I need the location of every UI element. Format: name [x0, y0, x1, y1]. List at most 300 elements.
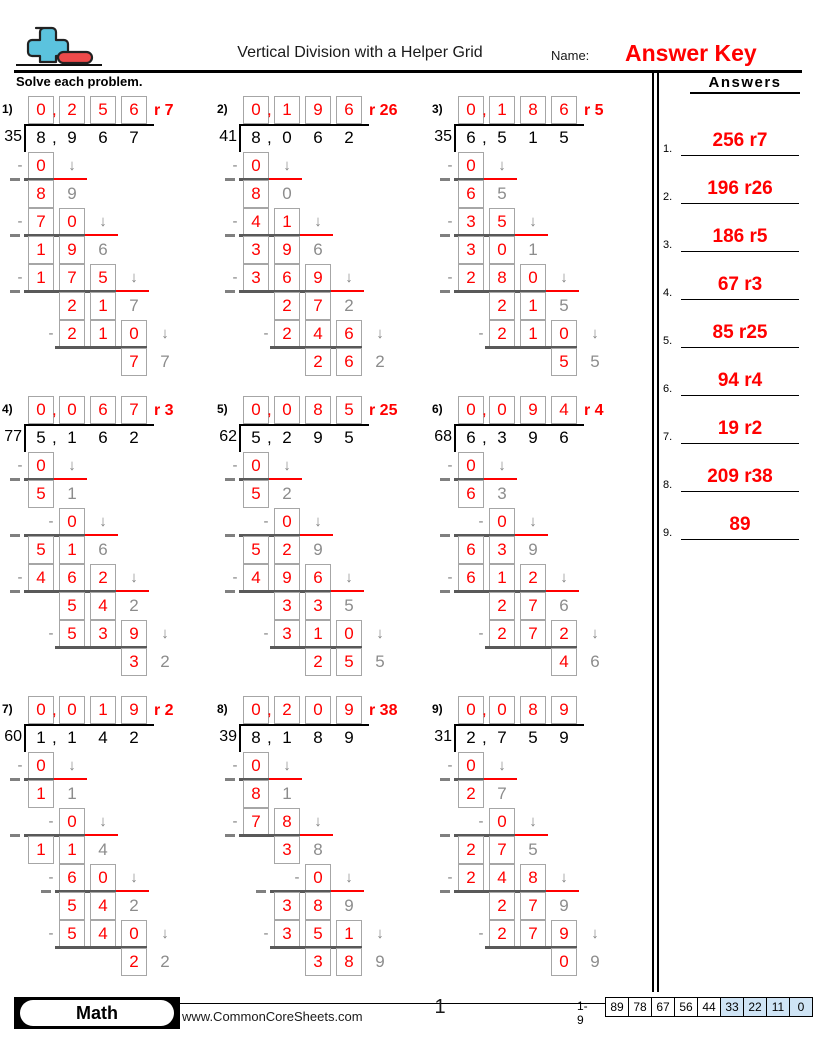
- bring-down-arrow: ↓: [376, 925, 384, 942]
- dividend-digit: 2: [466, 728, 476, 747]
- subtrahend-cell: 5: [90, 264, 116, 292]
- quotient-cell: 0: [489, 396, 515, 424]
- subtrahend-cell: 3: [274, 920, 300, 948]
- quotient-cell: 0: [458, 96, 484, 124]
- quotient-remainder: r 38: [369, 702, 398, 719]
- answer-number: 8.: [663, 479, 673, 491]
- score-box: 22: [743, 997, 767, 1017]
- difference-cell: 1: [28, 836, 54, 864]
- difference-cell: 7: [121, 348, 147, 376]
- minus-sign: -: [232, 569, 238, 586]
- answer-row: [663, 400, 799, 444]
- bring-down-arrow: ↓: [345, 869, 353, 886]
- answer-line: [681, 443, 799, 444]
- difference-cell: 2: [489, 592, 515, 620]
- minus-sign: -: [48, 325, 54, 342]
- dividend-digit: 9: [344, 728, 354, 747]
- quotient-cell: 0: [28, 96, 54, 124]
- difference-cell: 7: [520, 892, 546, 920]
- quotient-cell: 8: [520, 696, 546, 724]
- subtrahend-cell: 2: [59, 320, 85, 348]
- quotient-cell: 6: [121, 96, 147, 124]
- equals-dash: [10, 778, 20, 781]
- subtrahend-cell: 2: [274, 320, 300, 348]
- quotient-cell: 5: [90, 96, 116, 124]
- subtrahend-cell: 4: [243, 564, 269, 592]
- brought-down-digit: 7: [160, 352, 170, 371]
- bring-down-arrow: ↓: [161, 325, 169, 342]
- dividend-digit: 1: [528, 128, 538, 147]
- subtrahend-cell: 5: [59, 920, 85, 948]
- subtrahend-cell: 1: [90, 320, 116, 348]
- bring-down-arrow: ↓: [345, 269, 353, 286]
- brought-down-digit: 2: [375, 352, 385, 371]
- subtrahend-cell: 6: [59, 864, 85, 892]
- subtrahend-cell: 7: [28, 208, 54, 236]
- bring-down-arrow: ↓: [130, 269, 138, 286]
- difference-cell: 6: [458, 480, 484, 508]
- difference-cell: 9: [59, 236, 85, 264]
- answer-line: [681, 539, 799, 540]
- answer-number: 3.: [663, 239, 673, 251]
- difference-cell: 2: [458, 780, 484, 808]
- problem-number: 8): [217, 702, 228, 716]
- equals-dash: [440, 178, 450, 181]
- subtrahend-cell: 8: [274, 808, 300, 836]
- difference-cell: 3: [274, 836, 300, 864]
- subtrahend-cell: 2: [458, 264, 484, 292]
- minus-sign: -: [17, 757, 23, 774]
- difference-cell: 0: [489, 236, 515, 264]
- subtrahend-cell: 5: [305, 920, 331, 948]
- quotient-cell: 0: [28, 396, 54, 424]
- subtrahend-cell: 9: [305, 264, 331, 292]
- subtrahend-cell: 1: [305, 620, 331, 648]
- difference-cell: 2: [59, 292, 85, 320]
- page-footer: [0, 992, 816, 1056]
- difference-cell: 2: [489, 892, 515, 920]
- dividend-digit: 7: [129, 128, 139, 147]
- minus-sign: -: [48, 869, 54, 886]
- minus-sign: -: [17, 213, 23, 230]
- answer-row: [663, 448, 799, 492]
- subtrahend-cell: 2: [551, 620, 577, 648]
- quotient-cell: 6: [90, 396, 116, 424]
- dividend-digit: 4: [98, 728, 108, 747]
- quotient-remainder: r 26: [369, 102, 398, 119]
- header-divider: [14, 70, 802, 73]
- subtrahend-cell: 7: [520, 920, 546, 948]
- bring-down-arrow: ↓: [161, 625, 169, 642]
- brought-down-digit: 5: [375, 652, 385, 671]
- dividend-comma: ,: [52, 728, 57, 747]
- bring-down-arrow: ↓: [283, 757, 291, 774]
- difference-cell: 8: [336, 948, 362, 976]
- minus-sign: -: [478, 925, 484, 942]
- quotient-remainder: r 3: [154, 402, 174, 419]
- answer-line: [681, 491, 799, 492]
- equals-dash: [256, 890, 266, 893]
- divisor: 77: [4, 428, 22, 445]
- quotient-comma: ,: [52, 400, 57, 419]
- problem-number: 4): [2, 402, 13, 416]
- minus-sign: -: [232, 457, 238, 474]
- difference-cell: 3: [243, 236, 269, 264]
- equals-dash: [225, 478, 235, 481]
- minus-sign: -: [478, 325, 484, 342]
- brought-down-digit: 1: [282, 784, 292, 803]
- answer-key-label: Answer Key: [625, 40, 757, 66]
- quotient-cell: 8: [305, 396, 331, 424]
- quotient-cell: 0: [59, 396, 85, 424]
- score-box: 0: [789, 997, 813, 1017]
- subtrahend-cell: 0: [59, 208, 85, 236]
- quotient-cell: 9: [336, 696, 362, 724]
- difference-cell: 2: [305, 648, 331, 676]
- subtrahend-cell: 6: [274, 264, 300, 292]
- bring-down-arrow: ↓: [529, 513, 537, 530]
- dividend-digit: 1: [67, 728, 77, 747]
- subtrahend-cell: 0: [489, 508, 515, 536]
- name-label: Name:: [551, 48, 590, 63]
- quotient-cell: 1: [489, 96, 515, 124]
- equals-dash: [440, 590, 450, 593]
- equals-dash: [10, 290, 20, 293]
- subtrahend-cell: 7: [59, 264, 85, 292]
- difference-cell: 7: [305, 292, 331, 320]
- answer-line: [681, 203, 799, 204]
- minus-sign: -: [478, 625, 484, 642]
- division-bracket-line: [454, 724, 456, 752]
- subtrahend-cell: 0: [243, 752, 269, 780]
- division-problem: [432, 696, 663, 996]
- quotient-comma: ,: [267, 400, 272, 419]
- answer-number: 5.: [663, 335, 673, 347]
- difference-cell: 1: [28, 780, 54, 808]
- brought-down-digit: 9: [559, 896, 569, 915]
- equals-dash: [10, 834, 20, 837]
- brought-down-digit: 2: [282, 484, 292, 503]
- difference-cell: 2: [274, 536, 300, 564]
- minus-sign: -: [447, 569, 453, 586]
- subtrahend-cell: 0: [121, 320, 147, 348]
- dividend-digit: 6: [466, 428, 476, 447]
- divisor: 60: [4, 728, 22, 745]
- subtrahend-cell: 0: [28, 452, 54, 480]
- subtrahend-cell: 0: [28, 752, 54, 780]
- dividend-digit: 1: [67, 428, 77, 447]
- dividend-comma: ,: [267, 128, 272, 147]
- answer-value: 196 r26: [707, 178, 773, 199]
- quotient-remainder: r 25: [369, 402, 398, 419]
- difference-cell: 4: [90, 592, 116, 620]
- brought-down-digit: 8: [313, 840, 323, 859]
- subtrahend-cell: 1: [489, 564, 515, 592]
- score-box: 78: [628, 997, 652, 1017]
- difference-cell: 7: [489, 836, 515, 864]
- difference-cell: 4: [90, 892, 116, 920]
- division-problem: [432, 96, 663, 396]
- subtrahend-cell: 0: [489, 808, 515, 836]
- subtrahend-cell: 0: [458, 152, 484, 180]
- division-problem: [432, 396, 663, 696]
- bring-down-arrow: ↓: [591, 925, 599, 942]
- subtrahend-cell: 8: [489, 264, 515, 292]
- brought-down-digit: 7: [129, 296, 139, 315]
- subtrahend-cell: 2: [489, 620, 515, 648]
- dividend-comma: ,: [482, 728, 487, 747]
- quotient-cell: 0: [458, 396, 484, 424]
- brought-down-digit: 0: [282, 184, 292, 203]
- answer-number: 1.: [663, 143, 673, 155]
- dividend-comma: ,: [52, 128, 57, 147]
- brought-down-digit: 1: [67, 484, 77, 503]
- subtrahend-cell: 0: [59, 508, 85, 536]
- subtrahend-cell: 6: [305, 564, 331, 592]
- subtrahend-cell: 2: [520, 564, 546, 592]
- equals-dash: [10, 234, 20, 237]
- problem-number: 5): [217, 402, 228, 416]
- minus-sign: -: [232, 813, 238, 830]
- subtrahend-cell: 0: [243, 152, 269, 180]
- dividend-digit: 9: [559, 728, 569, 747]
- quotient-cell: 1: [274, 96, 300, 124]
- subtrahend-cell: 4: [90, 920, 116, 948]
- difference-cell: 2: [489, 292, 515, 320]
- difference-cell: 5: [243, 480, 269, 508]
- subtrahend-cell: 9: [274, 564, 300, 592]
- brought-down-digit: 9: [67, 184, 77, 203]
- math-badge: [14, 997, 180, 1029]
- subtrahend-cell: 5: [59, 620, 85, 648]
- divisor: 35: [434, 128, 452, 145]
- subtrahend-cell: 4: [489, 864, 515, 892]
- divisor: 62: [219, 428, 237, 445]
- minus-sign: -: [447, 757, 453, 774]
- quotient-comma: ,: [52, 100, 57, 119]
- brought-down-digit: 9: [313, 540, 323, 559]
- subtrahend-cell: 0: [90, 864, 116, 892]
- dividend-digit: 6: [98, 428, 108, 447]
- subtrahend-cell: 0: [243, 452, 269, 480]
- answer-value: 85 r25: [712, 322, 768, 343]
- answer-row: [663, 496, 799, 540]
- minus-sign: -: [447, 457, 453, 474]
- subtrahend-cell: 0: [520, 264, 546, 292]
- brought-down-digit: 2: [129, 896, 139, 915]
- quotient-cell: 0: [305, 696, 331, 724]
- minus-sign: -: [48, 813, 54, 830]
- dividend-digit: 5: [344, 428, 354, 447]
- brought-down-digit: 4: [98, 840, 108, 859]
- bring-down-arrow: ↓: [68, 757, 76, 774]
- brought-down-digit: 2: [160, 952, 170, 971]
- score-box: 89: [605, 997, 629, 1017]
- equals-dash: [225, 834, 235, 837]
- answer-line: [681, 299, 799, 300]
- subtrahend-cell: 1: [274, 208, 300, 236]
- difference-cell: 1: [59, 536, 85, 564]
- answer-line: [681, 347, 799, 348]
- quotient-cell: 2: [274, 696, 300, 724]
- difference-cell: 5: [59, 592, 85, 620]
- minus-sign: -: [447, 213, 453, 230]
- bring-down-arrow: ↓: [498, 757, 506, 774]
- difference-cell: 3: [305, 592, 331, 620]
- subtrahend-cell: 8: [520, 864, 546, 892]
- brought-down-digit: 2: [344, 296, 354, 315]
- dividend-digit: 3: [497, 428, 507, 447]
- division-bracket-line: [239, 724, 241, 752]
- bring-down-arrow: ↓: [376, 625, 384, 642]
- equals-dash: [10, 478, 20, 481]
- divisor: 31: [434, 728, 452, 745]
- subtrahend-cell: 1: [336, 920, 362, 948]
- quotient-cell: 1: [90, 696, 116, 724]
- subtrahend-cell: 7: [243, 808, 269, 836]
- dividend-digit: 2: [282, 428, 292, 447]
- dividend-digit: 5: [36, 428, 46, 447]
- brought-down-digit: 9: [590, 952, 600, 971]
- bring-down-arrow: ↓: [283, 457, 291, 474]
- website-url: www.CommonCoreSheets.com: [182, 1009, 363, 1024]
- subtrahend-cell: 0: [28, 152, 54, 180]
- equals-dash: [10, 590, 20, 593]
- answers-heading: Answers: [690, 74, 800, 94]
- answer-value: 19 r2: [717, 418, 763, 439]
- quotient-cell: 9: [551, 696, 577, 724]
- minus-sign: -: [263, 513, 269, 530]
- bring-down-arrow: ↓: [314, 213, 322, 230]
- difference-cell: 8: [305, 892, 331, 920]
- quotient-comma: ,: [52, 700, 57, 719]
- quotient-cell: 0: [28, 696, 54, 724]
- dividend-comma: ,: [482, 128, 487, 147]
- equals-dash: [10, 178, 20, 181]
- subtrahend-cell: 0: [274, 508, 300, 536]
- brought-down-digit: 9: [528, 540, 538, 559]
- subtrahend-cell: 3: [243, 264, 269, 292]
- equals-dash: [440, 834, 450, 837]
- subtrahend-cell: 3: [458, 208, 484, 236]
- subtrahend-cell: 9: [121, 620, 147, 648]
- dividend-digit: 8: [313, 728, 323, 747]
- minus-sign: -: [447, 157, 453, 174]
- answer-number: 2.: [663, 191, 673, 203]
- bring-down-arrow: ↓: [68, 157, 76, 174]
- division-bracket-line: [454, 424, 456, 452]
- difference-cell: 6: [336, 348, 362, 376]
- dividend-digit: 2: [129, 428, 139, 447]
- division-bracket-line: [24, 424, 26, 452]
- brought-down-digit: 1: [67, 784, 77, 803]
- brought-down-digit: 6: [590, 652, 600, 671]
- score-box: 44: [697, 997, 721, 1017]
- quotient-cell: 7: [121, 396, 147, 424]
- quotient-cell: 6: [551, 96, 577, 124]
- dividend-digit: 6: [313, 128, 323, 147]
- brought-down-digit: 1: [528, 240, 538, 259]
- quotient-cell: 6: [336, 96, 362, 124]
- divisor: 68: [434, 428, 452, 445]
- difference-cell: 3: [305, 948, 331, 976]
- minus-sign: -: [478, 513, 484, 530]
- quotient-cell: 2: [59, 96, 85, 124]
- dividend-digit: 5: [497, 128, 507, 147]
- bring-down-arrow: ↓: [560, 569, 568, 586]
- quotient-cell: 0: [274, 396, 300, 424]
- answer-line: [681, 251, 799, 252]
- difference-cell: 1: [520, 292, 546, 320]
- answer-value: 89: [729, 514, 751, 535]
- subtrahend-cell: 3: [90, 620, 116, 648]
- page-number: 1: [434, 996, 446, 1018]
- equals-dash: [225, 590, 235, 593]
- quotient-remainder: r 5: [584, 102, 604, 119]
- problem-number: 3): [432, 102, 443, 116]
- quotient-cell: 8: [520, 96, 546, 124]
- difference-cell: 8: [243, 780, 269, 808]
- brought-down-digit: 6: [98, 240, 108, 259]
- difference-cell: 2: [305, 348, 331, 376]
- subtrahend-cell: 5: [489, 208, 515, 236]
- difference-cell: 1: [28, 236, 54, 264]
- brought-down-digit: 2: [160, 652, 170, 671]
- dividend-digit: 6: [98, 128, 108, 147]
- quotient-comma: ,: [482, 100, 487, 119]
- bring-down-arrow: ↓: [376, 325, 384, 342]
- subtrahend-cell: 6: [336, 320, 362, 348]
- bring-down-arrow: ↓: [498, 457, 506, 474]
- minus-sign: -: [447, 869, 453, 886]
- difference-cell: 2: [274, 292, 300, 320]
- difference-cell: 3: [458, 236, 484, 264]
- subtrahend-cell: 9: [551, 920, 577, 948]
- difference-cell: 5: [551, 348, 577, 376]
- subtrahend-cell: 2: [90, 564, 116, 592]
- subtrahend-cell: 0: [59, 808, 85, 836]
- subtrahend-cell: 0: [458, 752, 484, 780]
- score-boxes: [606, 997, 813, 1017]
- answer-row: [663, 304, 799, 348]
- answer-row: [663, 352, 799, 396]
- bring-down-arrow: ↓: [68, 457, 76, 474]
- answer-value: 186 r5: [712, 226, 768, 247]
- difference-cell: 3: [274, 592, 300, 620]
- equals-dash: [225, 534, 235, 537]
- difference-cell: 3: [121, 648, 147, 676]
- dividend-digit: 8: [251, 128, 261, 147]
- dividend-digit: 6: [559, 428, 569, 447]
- quotient-remainder: r 2: [154, 702, 174, 719]
- bring-down-arrow: ↓: [283, 157, 291, 174]
- brought-down-digit: 7: [497, 784, 507, 803]
- minus-sign: -: [447, 269, 453, 286]
- brought-down-digit: 5: [497, 184, 507, 203]
- brought-down-digit: 5: [528, 840, 538, 859]
- dividend-comma: ,: [267, 428, 272, 447]
- answer-value: 94 r4: [717, 370, 763, 391]
- brought-down-digit: 6: [313, 240, 323, 259]
- equals-dash: [10, 534, 20, 537]
- page-header: [0, 0, 816, 70]
- bring-down-arrow: ↓: [99, 813, 107, 830]
- bring-down-arrow: ↓: [130, 869, 138, 886]
- page-title: Vertical Division with a Helper Grid: [237, 44, 483, 61]
- answer-number: 6.: [663, 383, 673, 395]
- minus-sign: -: [48, 925, 54, 942]
- equals-dash: [225, 778, 235, 781]
